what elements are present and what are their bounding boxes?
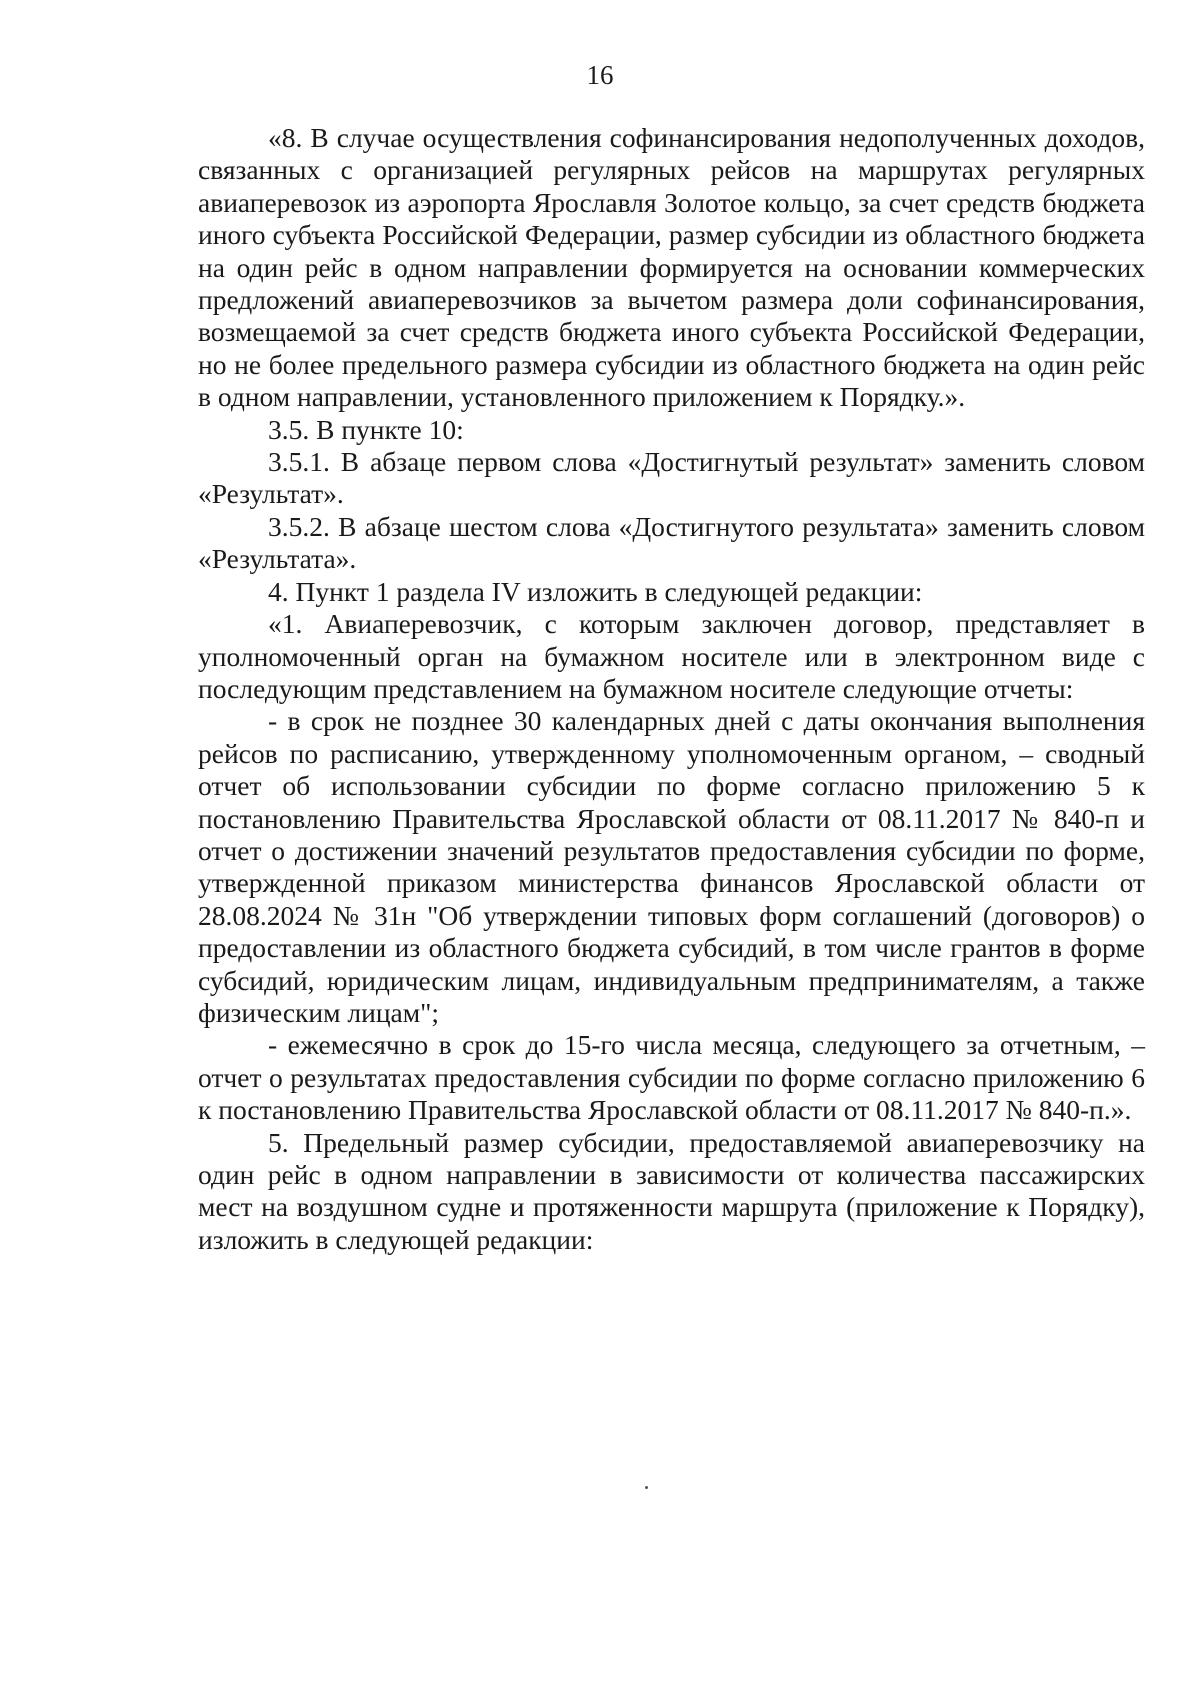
paragraph-4-heading: 4. Пункт 1 раздела IV изложить в следующей редакции: bbox=[268, 575, 923, 607]
paragraph-3-5-heading: 3.5. В пункте 10: bbox=[268, 413, 464, 445]
paragraph-3-5-2: 3.5.2. В абзаце шестом слова «Достигнутого результата» заменить словом «Результата». bbox=[198, 510, 1145, 575]
document-body bbox=[198, 122, 1145, 1256]
paragraph-3-5-1: 3.5.1. В абзаце первом слова «Достигнутый результат» заменить словом «Результат». bbox=[198, 446, 1145, 510]
page-number: 16 bbox=[586, 60, 614, 90]
paragraph-1-carrier-reports: «1. Авиаперевозчик, с которым заключен договор, представляет в уполномоченный орган на бумажном носителе или в электронном виде с последующим представлением на бумажном носителе следующие отчеты: bbox=[198, 608, 1145, 704]
paragraph-5-max-subsidy: 5. Предельный размер субсидии, предоставляемой авиаперевозчику на один рейс в одном направлении в зависимости от количества пассажирских мест на воздушном судне и протяженности маршрута (приложение к Порядку), изложить в следующей редакции: bbox=[198, 1126, 1145, 1255]
list-item-monthly-report: - ежемесячно в срок до 15-го числа месяца, следующего за отчетным, – отчет о результатах предоставления субсидии по форме согласно приложению 6 к постановлению Правительства Ярославской области от 08.11.2017 № 840-п.». bbox=[198, 1029, 1145, 1126]
list-item-summary-report: - в срок не позднее 30 календарных дней с даты окончания выполнения рейсов по расписанию, утвержденному уполномоченным органом, – сводный отчет об использовании субсидии по форме согласно приложению 5 к постановлению Правительства Ярославской области от 08.11.2017 № 840-п и отчет о достижении значений результатов предоставления субсидии по форме, утвержденной приказом министерства финансов Ярославской области от 28.08.2024 № 31н "Об утверждении типовых форм соглашений (договоров) о предоставлении из областного бюджета субсидий, в том числе грантов в форме субсидий, юридическим лицам, индивидуальным предпринимателям, а также физическим лицам"; bbox=[198, 705, 1145, 1028]
paragraph-8-cofinancing: «8. В случае осуществления софинансирования недополученных доходов, связанных с организацией регулярных рейсов на маршрутах регулярных авиаперевозок из аэропорта Ярославля Золотое кольцо, за счет средств бюджета иного субъекта Российской Федерации, размер субсидии из областного бюджета на один рейс в одном направлении формируется на основании коммерческих предложений авиаперевозчиков за вычетом размера доли софинансирования, возмещаемой за счет средств бюджета иного субъекта Российской Федерации, но не более предельного размера субсидии из областного бюджета на один рейс в одном направлении, установленного приложением к Порядку.». bbox=[198, 122, 1145, 413]
scan-speck bbox=[645, 1486, 648, 1489]
